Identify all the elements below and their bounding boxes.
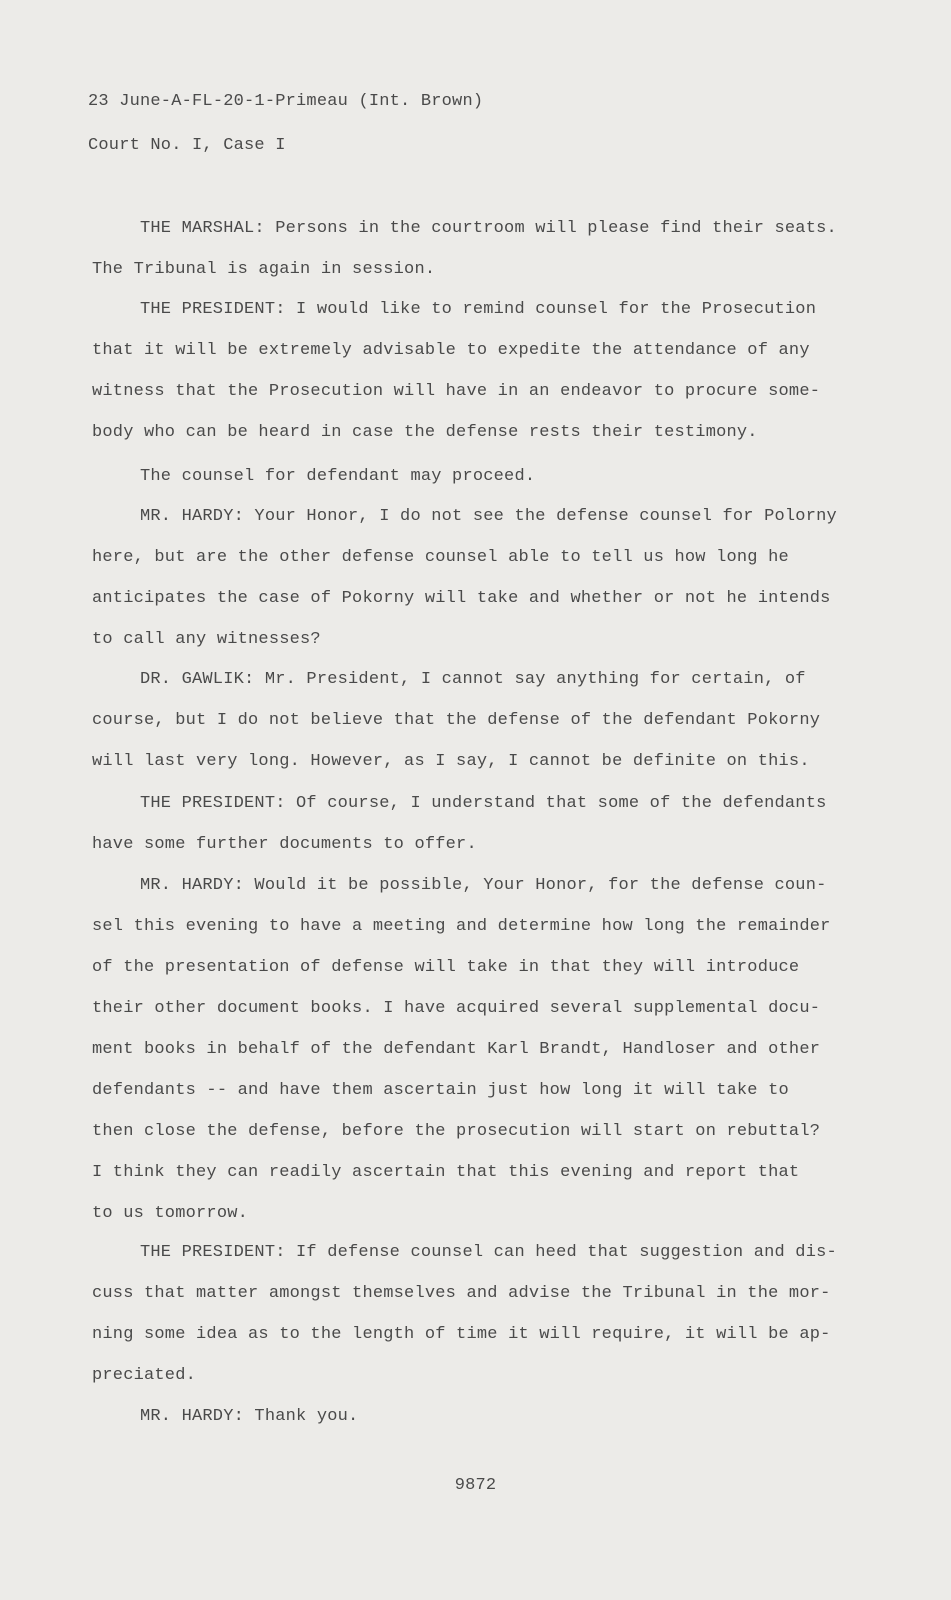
text-line: DR. GAWLIK: Mr. President, I cannot say anything for certain, of: [140, 670, 806, 689]
paragraph-president-3: [92, 783, 832, 865]
text-line: have some further documents to offer.: [92, 835, 477, 854]
paragraph-hardy-2: [92, 865, 832, 1234]
text-line: here, but are the other defense counsel able to tell us how long he: [92, 548, 789, 567]
text-line: body who can be heard in case the defense rests their testimony.: [92, 423, 758, 442]
header-line-1: 23 June-A-FL-20-1-Primeau (Int. Brown): [88, 92, 484, 111]
text-line: their other document books. I have acquired several supplemental docu-: [92, 999, 821, 1018]
text-line: THE PRESIDENT: Of course, I understand that some of the defendants: [140, 794, 827, 813]
paragraph-hardy-1: [92, 496, 837, 660]
paragraph-gawlik: [92, 659, 832, 782]
text-line: preciated.: [92, 1366, 197, 1385]
text-line: THE MARSHAL: Persons in the courtroom will please find their seats.: [140, 219, 837, 238]
text-line: ment books in behalf of the defendant Karl Brandt, Handloser and other: [92, 1040, 821, 1059]
text-line: then close the defense, before the prosecution will start on rebuttal?: [92, 1122, 821, 1141]
paragraph-president-4: [92, 1232, 837, 1396]
text-line: sel this evening to have a meeting and determine how long the remainder: [92, 917, 831, 936]
text-line: THE PRESIDENT: I would like to remind counsel for the Prosecution: [140, 300, 817, 319]
text-line: witness that the Prosecution will have in an endeavor to procure some-: [92, 382, 821, 401]
text-line: MR. HARDY: Would it be possible, Your Honor, for the defense coun-: [140, 876, 827, 895]
paragraph-president-2: [92, 456, 832, 497]
text-line: The Tribunal is again in session.: [92, 260, 436, 279]
text-line: anticipates the case of Pokorny will take and whether or not he intends: [92, 589, 831, 608]
text-line: will last very long. However, as I say, I cannot be definite on this.: [92, 752, 810, 771]
text-line: MR. HARDY: Thank you.: [140, 1407, 359, 1426]
text-line: MR. HARDY: Your Honor, I do not see the defense counsel for Polorny: [140, 507, 837, 526]
paragraph-marshal: [92, 208, 837, 290]
text-line: to us tomorrow.: [92, 1204, 249, 1223]
text-line: I think they can readily ascertain that this evening and report that: [92, 1163, 800, 1182]
text-line: ning some idea as to the length of time it will require, it will be ap-: [92, 1325, 831, 1344]
text-line: The counsel for defendant may proceed.: [140, 467, 536, 486]
header-line-2: Court No. I, Case I: [88, 136, 286, 155]
text-line: to call any witnesses?: [92, 630, 321, 649]
page-number: 9872: [454, 1476, 497, 1495]
text-line: defendants -- and have them ascertain just how long it will take to: [92, 1081, 789, 1100]
text-line: THE PRESIDENT: If defense counsel can heed that suggestion and dis-: [140, 1243, 837, 1262]
text-line: that it will be extremely advisable to expedite the attendance of any: [92, 341, 810, 360]
paragraph-president-1: [92, 289, 832, 453]
text-line: cuss that matter amongst themselves and advise the Tribunal in the mor-: [92, 1284, 831, 1303]
paragraph-hardy-3: [92, 1396, 832, 1437]
text-line: of the presentation of defense will take in that they will introduce: [92, 958, 800, 977]
text-line: course, but I do not believe that the defense of the defendant Pokorny: [92, 711, 821, 730]
